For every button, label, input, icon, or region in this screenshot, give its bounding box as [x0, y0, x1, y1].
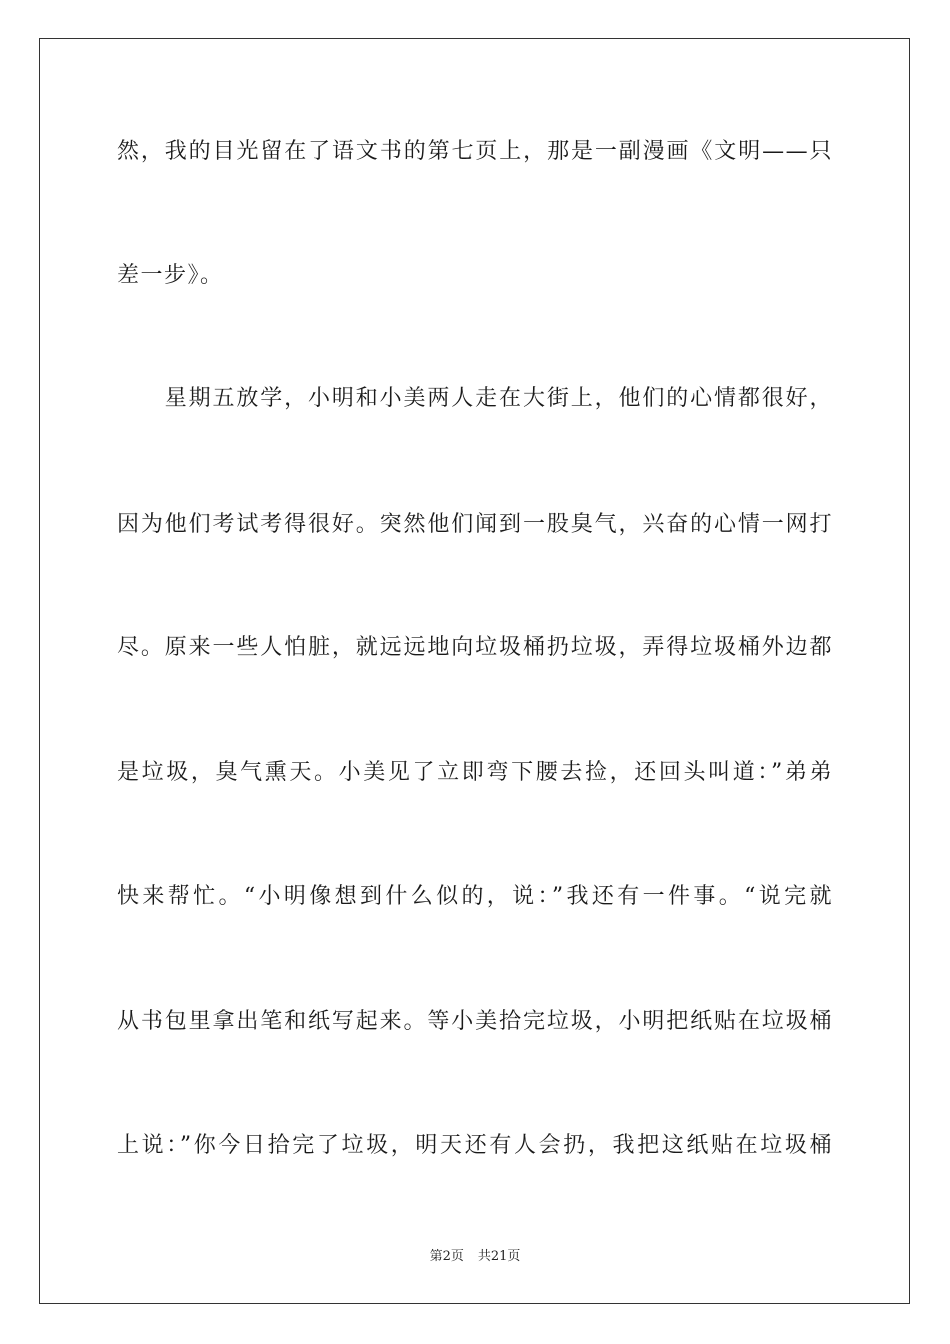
- page-footer: [0, 1248, 950, 1266]
- page-total: 共21页: [477, 1249, 521, 1264]
- text-line: 星期五放学，小明和小美两人走在大街上，他们的心情都很好，: [117, 386, 833, 411]
- page-border: [39, 38, 910, 1304]
- text-line: 快来帮忙。“小明像想到什么似的，说：”我还有一件事。“说完就: [117, 884, 833, 909]
- page-number: 第2页: [429, 1249, 464, 1264]
- text-line: 差一步》。: [117, 263, 224, 288]
- text-line: 然，我的目光留在了语文书的第七页上，那是一副漫画《文明——只: [117, 139, 833, 164]
- text-line: 是垃圾，臭气熏天。小美见了立即弯下腰去捡，还回头叫道：”弟弟: [117, 760, 833, 785]
- text-line: 尽。原来一些人怕脏，就远远地向垃圾桶扔垃圾，弄得垃圾桶外边都: [117, 635, 833, 660]
- text-line: 因为他们考试考得很好。突然他们闻到一股臭气，兴奋的心情一网打: [117, 512, 833, 537]
- text-line: 上说：”你今日拾完了垃圾，明天还有人会扔，我把这纸贴在垃圾桶: [117, 1133, 833, 1158]
- text-line: 从书包里拿出笔和纸写起来。等小美拾完垃圾，小明把纸贴在垃圾桶: [117, 1009, 833, 1034]
